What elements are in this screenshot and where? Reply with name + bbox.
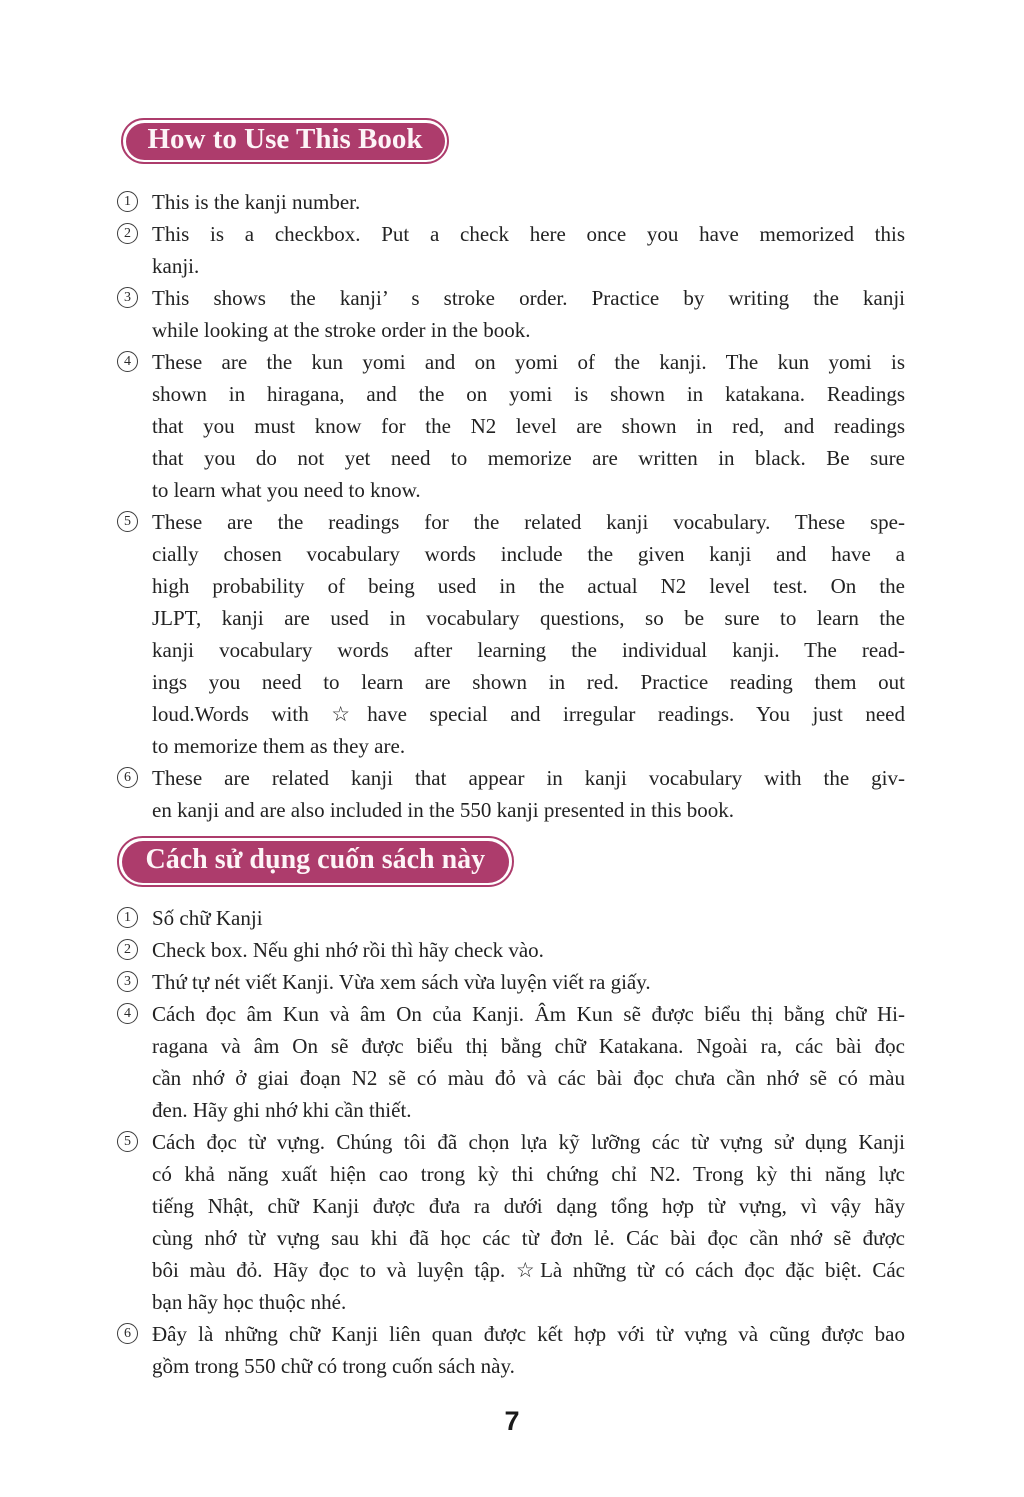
text-line: These are related kanji that appear in kanji vocabulary with the giv-: [152, 766, 905, 790]
list-item: [117, 218, 905, 282]
item-text: [152, 966, 905, 998]
item-text: [152, 1126, 905, 1318]
circled-number-icon: 6: [117, 1323, 138, 1344]
list-item: [117, 282, 905, 346]
item-text: [152, 934, 905, 966]
text-line: Check box. Nếu ghi nhớ rồi thì hãy check vào.: [152, 938, 544, 962]
text-line: cùng nhớ từ vựng sau khi đã học các từ đơn lẻ. Các bài đọc cần nhớ sẽ được: [152, 1226, 905, 1250]
text-line: có khả năng xuất hiện cao trong kỳ thi chứng chỉ N2. Trong kỳ thi năng lực: [152, 1162, 905, 1186]
text-line: cần nhớ ở giai đoạn N2 sẽ có màu đỏ và các bài đọc chưa cần nhớ sẽ có màu: [152, 1066, 905, 1090]
text-line: kanji.: [152, 254, 200, 278]
circled-number-icon: 6: [117, 767, 138, 788]
text-line: Số chữ Kanji: [152, 906, 263, 930]
item-text: [152, 1318, 905, 1382]
text-line: bạn hãy học thuộc nhé.: [152, 1290, 347, 1314]
list-item: [117, 1318, 905, 1382]
section-title-vietnamese: Cách sử dụng cuốn sách này: [122, 841, 510, 883]
list-item: [117, 998, 905, 1126]
text-line: Cách đọc âm Kun và âm On của Kanji. Âm Kun sẽ được biểu thị bằng chữ Hi-: [152, 1002, 905, 1026]
item-text: [152, 346, 905, 506]
text-line: shown in hiragana, and the on yomi is shown in katakana. Readings: [152, 382, 905, 406]
list-item: [117, 186, 905, 218]
item-text: [152, 506, 905, 762]
text-line: These are the kun yomi and on yomi of the kanji. The kun yomi is: [152, 350, 905, 374]
list-item: [117, 966, 905, 998]
text-line: while looking at the stroke order in the book.: [152, 318, 531, 342]
circled-number-icon: 1: [117, 191, 138, 212]
list-item: [117, 902, 905, 934]
text-line: ings you need to learn are shown in red. Practice reading them out: [152, 670, 905, 694]
item-text: [152, 186, 905, 218]
text-line: that you must know for the N2 level are shown in red, and readings: [152, 414, 905, 438]
section-badge-vietnamese: [117, 836, 514, 887]
text-line: đen. Hãy ghi nhớ khi cần thiết.: [152, 1098, 412, 1122]
list-item: [117, 934, 905, 966]
item-text: [152, 282, 905, 346]
text-line: that you do not yet need to memorize are written in black. Be sure: [152, 446, 905, 470]
section-title-english: How to Use This Book: [126, 123, 445, 160]
circled-number-icon: 3: [117, 287, 138, 308]
text-line: to learn what you need to know.: [152, 478, 421, 502]
list-item: [117, 762, 905, 826]
text-line: cially chosen vocabulary words include the given kanji and have a: [152, 542, 905, 566]
list-item: [117, 346, 905, 506]
instruction-list-vietnamese: [117, 902, 905, 1382]
circled-number-icon: 4: [117, 1003, 138, 1024]
text-line: bôi màu đỏ. Hãy đọc to và luyện tập. ☆Là những từ có cách đọc đặc biệt. Các: [152, 1258, 905, 1282]
text-line: en kanji and are also included in the 550 kanji presented in this book.: [152, 798, 735, 822]
text-line: Đây là những chữ Kanji liên quan được kết hợp với từ vựng và cũng được bao: [152, 1322, 905, 1346]
item-text: [152, 998, 905, 1126]
instruction-list-english: [117, 186, 905, 826]
text-line: tiếng Nhật, chữ Kanji được đưa ra dưới dạng tổng hợp từ vựng, vì vậy hãy: [152, 1194, 905, 1218]
text-line: gồm trong 550 chữ có trong cuốn sách này.: [152, 1354, 515, 1378]
circled-number-icon: 5: [117, 511, 138, 532]
circled-number-icon: 5: [117, 1131, 138, 1152]
page-number: 7: [504, 1406, 520, 1436]
section-badge-english: [121, 118, 449, 164]
text-line: Thứ tự nét viết Kanji. Vừa xem sách vừa luyện viết ra giấy.: [152, 970, 651, 994]
text-line: high probability of being used in the actual N2 level test. On the: [152, 574, 905, 598]
item-text: [152, 762, 905, 826]
circled-number-icon: 2: [117, 939, 138, 960]
item-text: [152, 902, 905, 934]
circled-number-icon: 2: [117, 223, 138, 244]
circled-number-icon: 1: [117, 907, 138, 928]
text-line: ragana và âm On sẽ được biểu thị bằng chữ Katakana. Ngoài ra, các bài đọc: [152, 1034, 905, 1058]
text-line: This is the kanji number.: [152, 190, 361, 214]
text-line: These are the readings for the related kanji vocabulary. These spe-: [152, 510, 905, 534]
item-text: [152, 218, 905, 282]
list-item: [117, 1126, 905, 1318]
text-line: kanji vocabulary words after learning the individual kanji. The read-: [152, 638, 905, 662]
list-item: [117, 506, 905, 762]
text-line: JLPT, kanji are used in vocabulary questions, so be sure to learn the: [152, 606, 905, 630]
text-line: This is a checkbox. Put a check here once you have memorized this: [152, 222, 905, 246]
circled-number-icon: 4: [117, 351, 138, 372]
text-line: Cách đọc từ vựng. Chúng tôi đã chọn lựa kỹ lưỡng các từ vựng sử dụng Kanji: [152, 1130, 905, 1154]
circled-number-icon: 3: [117, 971, 138, 992]
text-line: This shows the kanji’ s stroke order. Practice by writing the kanji: [152, 286, 905, 310]
text-line: to memorize them as they are.: [152, 734, 406, 758]
text-line: loud.Words with ☆have special and irregular readings. You just need: [152, 702, 905, 726]
